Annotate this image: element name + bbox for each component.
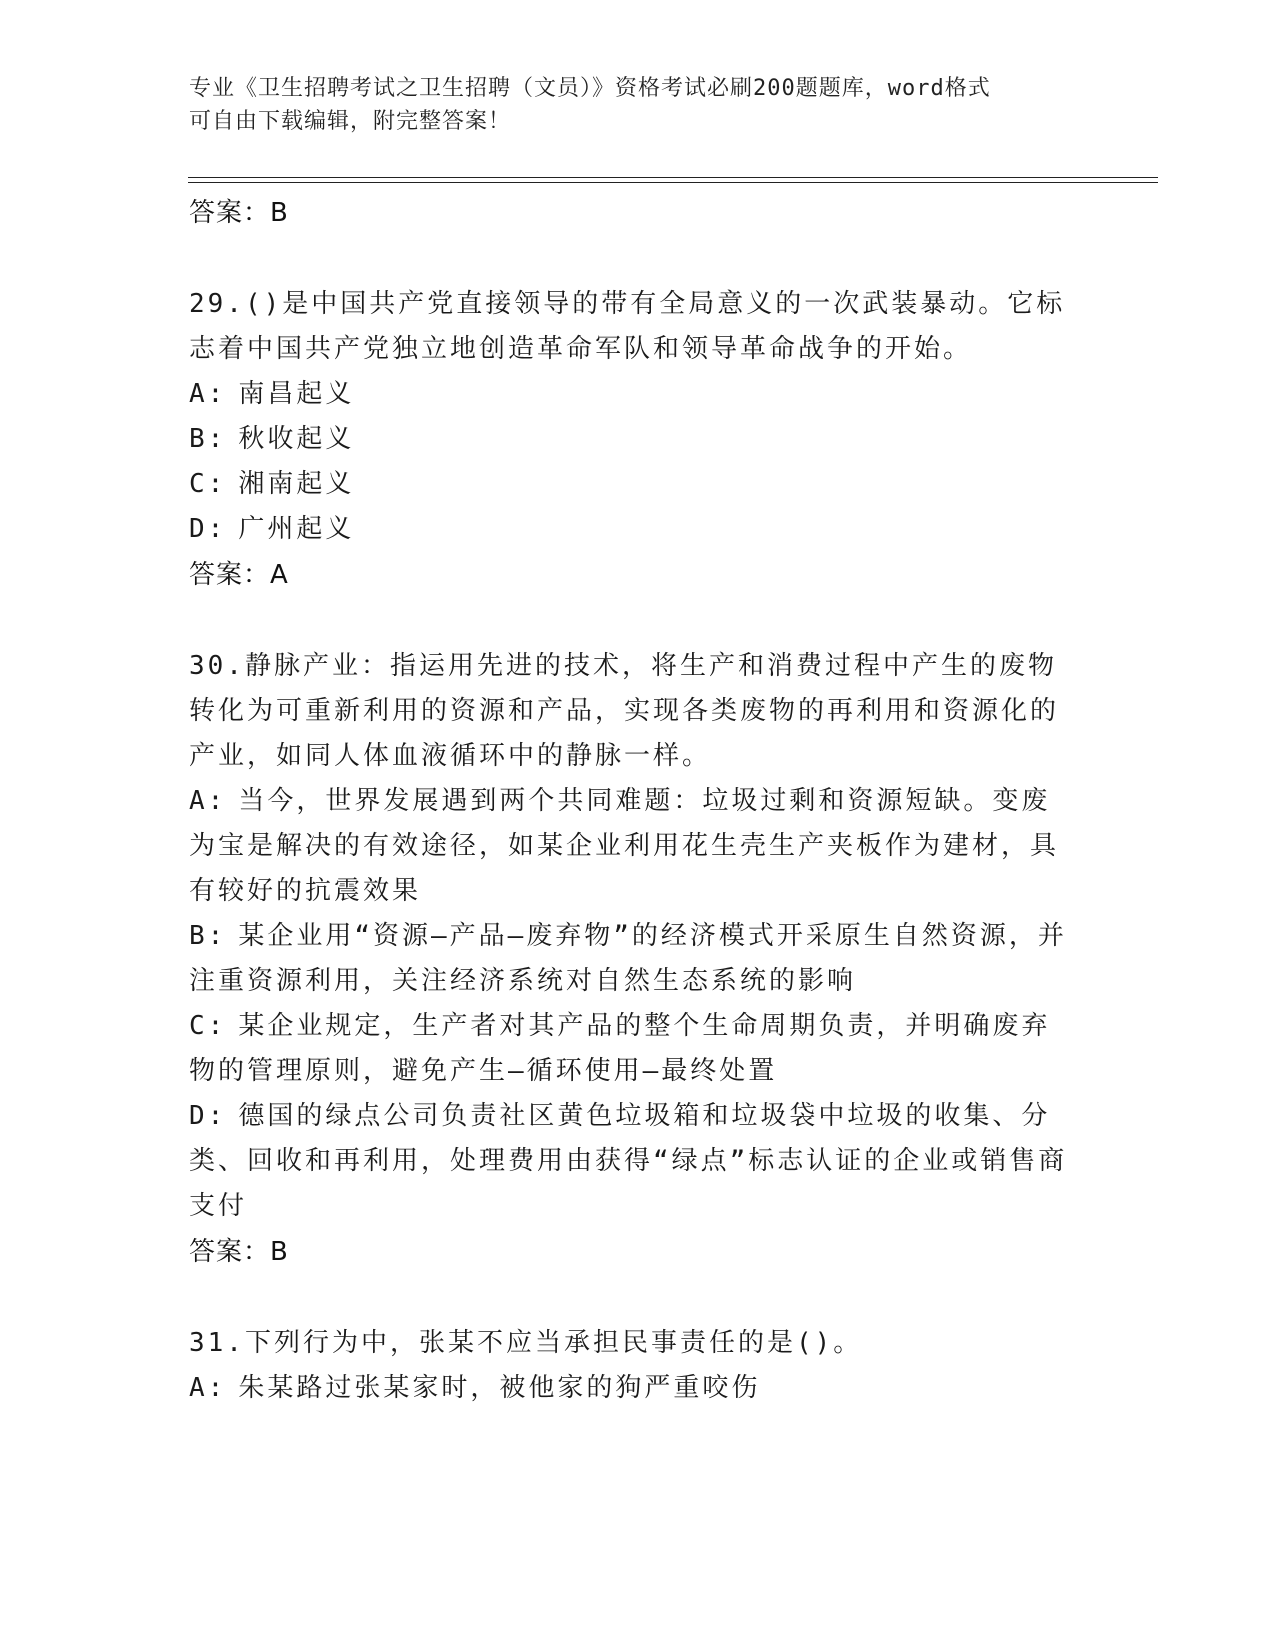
option-a — [189, 372, 1079, 417]
question-text: 30.静脉产业：指运用先进的技术，将生产和消费过程中产生的废物转化为可重新利用的资源和产品，实现各类废物的再利用和资源化的产业，如同人体血液循环中的静脉一样。 — [189, 651, 1060, 771]
option-letter: C: — [189, 469, 227, 499]
question-list — [189, 190, 1089, 1411]
option-text: 德国的绿点公司负责社区黄色垃圾箱和垃圾袋中垃圾的收集、分类、回收和再利用，处理费用由获得“绿点”标志认证的企业或销售商支付 — [189, 1101, 1068, 1221]
option-text: 广州起义 — [238, 514, 355, 544]
question-text: 31.下列行为中，张某不应当承担民事责任的是()。 — [189, 1328, 863, 1358]
option-letter: A: — [189, 379, 227, 409]
option-text: 南昌起义 — [238, 379, 355, 409]
page-header — [189, 72, 1089, 138]
option-text: 朱某路过张某家时，被他家的狗严重咬伤 — [238, 1373, 761, 1403]
question-31 — [189, 1321, 1089, 1411]
option-d — [189, 507, 1079, 552]
header-line-1: 专业《卫生招聘考试之卫生招聘（文员）》资格考试必刷200题题库，word格式 — [189, 76, 991, 101]
option-d — [189, 1094, 1079, 1229]
option-c — [189, 462, 1079, 507]
option-c — [189, 1004, 1079, 1094]
option-text: 当今，世界发展遇到两个共同难题：垃圾过剩和资源短缺。变废为宝是解决的有效途径，如某企业利用花生壳生产夹板作为建材，具有较好的抗震效果 — [189, 786, 1060, 906]
question-text: 29.()是中国共产党直接领导的带有全局意义的一次武装暴动。它标志着中国共产党独立地创造革命军队和领导革命战争的开始。 — [189, 289, 1066, 364]
option-b — [189, 417, 1079, 462]
header-divider-top — [188, 177, 1158, 178]
option-letter: C: — [189, 1011, 227, 1041]
option-text: 秋收起义 — [238, 424, 355, 454]
option-a — [189, 1366, 1079, 1411]
option-letter: B: — [189, 921, 227, 951]
header-line-2: 可自由下载编辑，附完整答案！ — [189, 109, 512, 134]
answer-line: 答案：A — [189, 560, 289, 590]
option-letter: A: — [189, 786, 227, 816]
option-letter: D: — [189, 514, 227, 544]
option-letter: D: — [189, 1101, 227, 1131]
option-a — [189, 779, 1079, 914]
option-b — [189, 914, 1079, 1004]
option-text: 湘南起义 — [238, 469, 355, 499]
option-text: 某企业规定，生产者对其产品的整个生命周期负责，并明确废弃物的管理原则，避免产生—循环使用—最终处置 — [189, 1011, 1051, 1086]
answer-line: 答案：B — [189, 198, 289, 228]
answer-line: 答案：B — [189, 1237, 289, 1267]
option-text: 某企业用“资源—产品—废弃物”的经济模式开采原生自然资源，并注重资源利用，关注经济系统对自然生态系统的影响 — [189, 921, 1067, 996]
header-divider-bottom — [188, 182, 1158, 183]
option-letter: A: — [189, 1373, 227, 1403]
question-30 — [189, 644, 1089, 1275]
option-letter: B: — [189, 424, 227, 454]
question-29 — [189, 282, 1089, 598]
